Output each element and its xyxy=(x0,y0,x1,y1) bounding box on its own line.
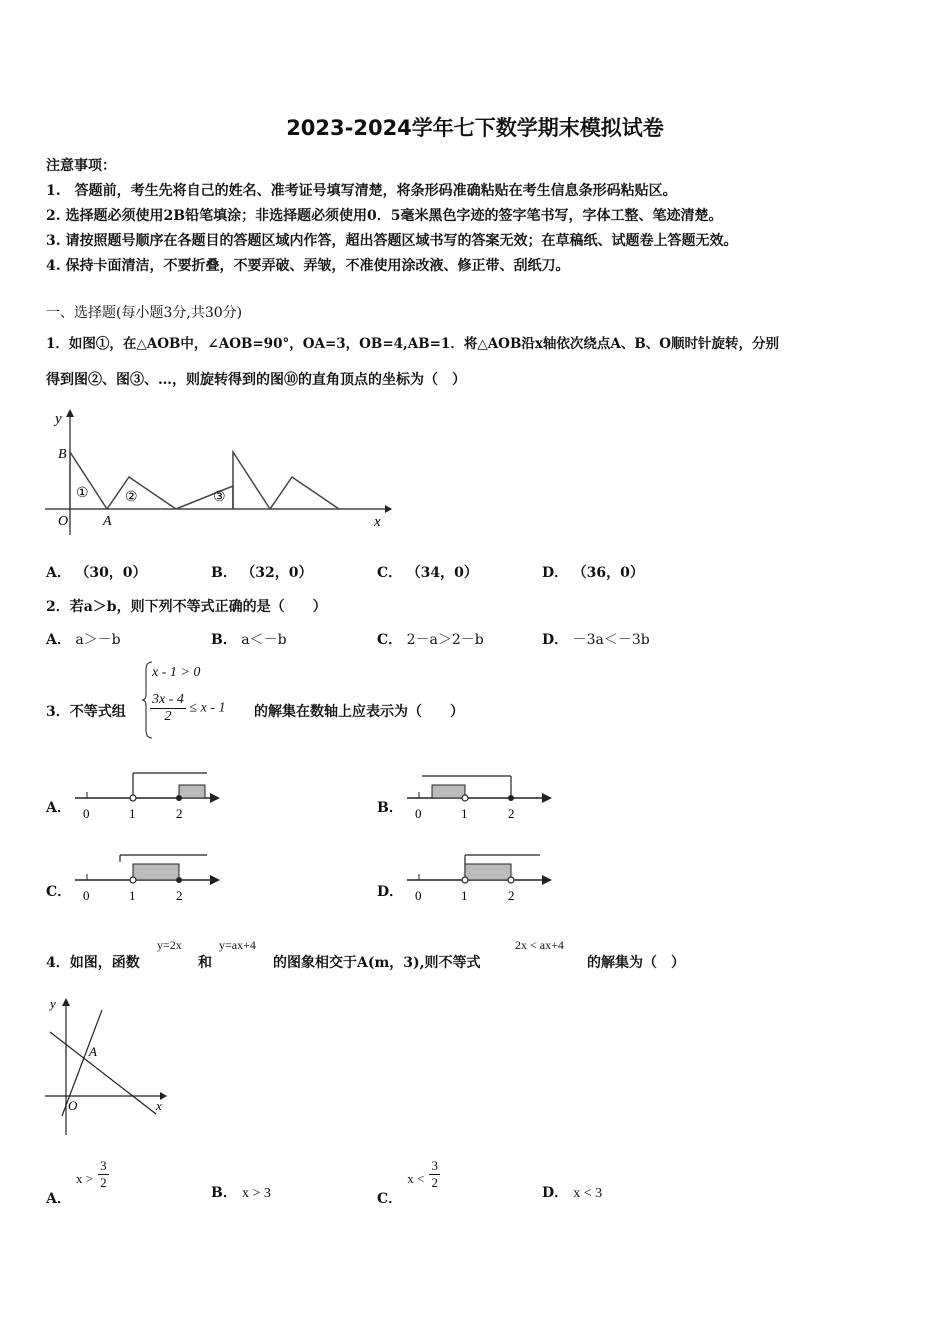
q1-option-c xyxy=(377,562,478,582)
q4-option-c-label: C． xyxy=(377,1191,403,1207)
q1-circle-3: ③ xyxy=(213,490,226,505)
q2-option-b xyxy=(211,629,287,649)
q3-option-c-label: C． xyxy=(46,884,72,900)
q1-circle-1: ① xyxy=(76,486,89,501)
q4-figure xyxy=(40,992,180,1142)
q1-option-d-label: D． xyxy=(542,565,569,581)
q1-option-a-label: A． xyxy=(46,565,71,581)
q1-option-d-text: （36，0） xyxy=(572,565,644,581)
q3-suffix: 的解集在数轴上应表示为（ ） xyxy=(254,704,464,720)
q4-option-b xyxy=(211,1182,271,1202)
q1-stem-line2: 得到图②、图③、…，则旋转得到的图⑩的直角顶点的坐标为（ ） xyxy=(46,372,466,388)
svg-text:2: 2 xyxy=(508,888,515,903)
svg-text:2: 2 xyxy=(508,806,515,821)
q1-option-c-text: （34，0） xyxy=(406,565,478,581)
notice-item-2: 2. 选择题必须使用2B铅笔填涂；非选择题必须使用0．5毫米黑色字迹的签字笔书写，字体工整、笔迹清楚。 xyxy=(46,208,723,224)
page-title: 2023-2024学年七下数学期末模拟试卷 xyxy=(286,116,664,140)
q1-y-arrow xyxy=(66,409,74,417)
q3-option-d-label: D． xyxy=(377,884,404,900)
q3-prefix: 3．不等式组 xyxy=(46,704,126,720)
q4-option-c xyxy=(377,1158,440,1207)
svg-text:1: 1 xyxy=(129,806,136,821)
q1-option-d xyxy=(542,562,644,582)
q2-option-a-label: A． xyxy=(46,632,71,648)
svg-text:1: 1 xyxy=(461,806,468,821)
q4-option-a-label: A． xyxy=(46,1191,71,1207)
q4-y-arrow xyxy=(62,998,70,1006)
q2-option-c-text: 2－a＞2－b xyxy=(406,632,484,648)
q2-option-c-label: C． xyxy=(377,632,403,648)
q4-option-a-frac: $\frac{3}{2}$ xyxy=(100,1158,107,1190)
q1-figure xyxy=(40,405,400,540)
q2-option-d-label: D． xyxy=(542,632,569,648)
svg-text:2: 2 xyxy=(176,806,183,821)
q4-o-label: O xyxy=(68,1098,78,1113)
q4-option-d-text: x < 3 xyxy=(573,1186,603,1201)
q1-stem-line1: 1．如图①，在△AOB中，∠AOB=90°，OA=3，OB=4,AB=1．将△AOB沿x轴依次绕点A、B、O顺时针旋转，分别 xyxy=(46,336,780,352)
q1-o-label: O xyxy=(58,514,69,529)
q3-option-b-numberline xyxy=(402,768,562,828)
q4-and: 和 xyxy=(198,955,212,971)
notice-item-4: 4. 保持卡面清洁，不要折叠，不要弄破、弄皱，不准使用涂改液、修正带、刮纸刀。 xyxy=(46,258,570,274)
q2-option-c xyxy=(377,629,484,649)
q3-option-d-numberline xyxy=(402,850,562,910)
q3-option-a-label: A． xyxy=(46,800,71,816)
q2-option-a-text: a＞－b xyxy=(75,632,121,648)
q1-y-label: y xyxy=(55,411,62,427)
q4-a-label: A xyxy=(89,1044,97,1059)
q4-inequality: 2x < ax+4 xyxy=(515,938,564,952)
q1-option-b-text: （32，0） xyxy=(241,565,313,581)
q4-option-b-text: x > 3 xyxy=(241,1186,271,1201)
q4-suffix: 的解集为（ ） xyxy=(587,955,685,971)
section-heading: 一、选择题(每小题3分,共30分) xyxy=(46,305,243,321)
q4-prefix: 4．如图，函数 xyxy=(46,955,140,971)
q1-x-arrow xyxy=(385,505,392,513)
q4-option-d xyxy=(542,1182,602,1202)
q2-option-a xyxy=(46,629,121,649)
q4-option-c-frac: $\frac{3}{2}$ xyxy=(431,1158,438,1190)
q4-option-b-label: B． xyxy=(211,1185,237,1201)
q1-triangle-2 xyxy=(107,477,176,509)
q4-function-1: y=2x xyxy=(157,938,182,952)
q1-option-a xyxy=(46,562,147,582)
svg-text:2: 2 xyxy=(176,888,183,903)
q1-option-c-label: C． xyxy=(377,565,403,581)
q4-function-2: y=ax+4 xyxy=(219,938,256,952)
q3-fraction xyxy=(150,692,186,725)
q4-x-label: x xyxy=(156,1098,162,1113)
q2-stem: 2．若a＞b，则下列不等式正确的是（ ） xyxy=(46,599,327,615)
q1-triangle-5 xyxy=(270,477,339,509)
q1-x-label: x xyxy=(374,514,381,530)
q1-option-a-text: （30，0） xyxy=(75,565,147,581)
svg-text:0: 0 xyxy=(83,806,90,821)
svg-text:1: 1 xyxy=(129,888,136,903)
q1-a-label: A xyxy=(103,514,112,529)
q2-option-b-text: a＜－b xyxy=(241,632,287,648)
svg-text:0: 0 xyxy=(415,806,422,821)
q4-option-d-label: D． xyxy=(542,1185,569,1201)
q2-option-d-text: －3a＜－3b xyxy=(572,632,650,648)
q3-fraction-den: 2 xyxy=(164,709,172,724)
notice-item-1: 1. 答题前，考生先将自己的姓名、准考证号填写清楚，将条形码准确粘贴在考生信息条形码粘贴区。 xyxy=(46,183,677,199)
notice-heading: 注意事项： xyxy=(46,158,116,174)
q4-y-label: y xyxy=(50,996,56,1011)
q4-option-a xyxy=(46,1158,109,1207)
svg-text:0: 0 xyxy=(415,888,422,903)
q4-option-a-pre: x > xyxy=(75,1171,94,1186)
q1-option-b xyxy=(211,562,313,582)
q3-inequality-2 xyxy=(150,692,225,725)
q1-circle-2: ② xyxy=(125,490,138,505)
q3-option-c-numberline xyxy=(70,850,230,910)
q2-option-b-label: B． xyxy=(211,632,237,648)
q3-inequality-2-rest: ≤ x - 1 xyxy=(189,700,226,716)
svg-text:1: 1 xyxy=(461,888,468,903)
q1-b-label: B xyxy=(58,447,67,462)
q3-inequality-1: x - 1 > 0 xyxy=(152,665,201,680)
q3-option-b-label: B． xyxy=(377,800,403,816)
q1-triangle-4 xyxy=(233,452,270,509)
notice-item-3: 3. 请按照题号顺序在各题目的答题区域内作答，超出答题区域书写的答案无效；在草稿纸、试题卷上答题无效。 xyxy=(46,233,738,249)
q4-middle-text: 的图象相交于A(m，3),则不等式 xyxy=(273,955,481,971)
q1-option-b-label: B． xyxy=(211,565,237,581)
q3-option-a-numberline xyxy=(70,768,230,828)
svg-text:0: 0 xyxy=(83,888,90,903)
q4-option-c-pre: x < xyxy=(407,1171,425,1186)
q2-option-d xyxy=(542,629,650,649)
q3-fraction-num: 3x - 4 xyxy=(152,692,184,707)
